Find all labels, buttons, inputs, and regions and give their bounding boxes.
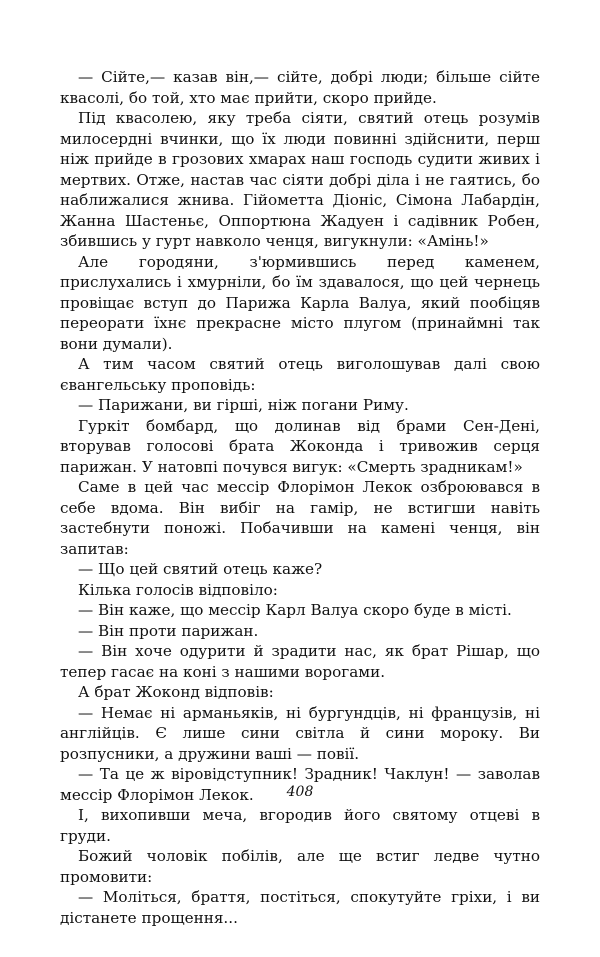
paragraph: Божий чоловік побілів, але ще встиг ледве чутно промовити: [60, 847, 540, 886]
paragraph: — Та це ж віровідступник! Зрадник! Чаклун! — заволав мессір Флорімон Лекок. [60, 765, 540, 804]
paragraph: Саме в цей час мессір Флорімон Лекок озброювався в себе вдома. Він вибіг на гамір, не встигши навіть застебнути поножі. Побачивши на камені ченця, він запитав: [60, 478, 540, 558]
paragraph: — Немає ні арманьяків, ні бургундців, ні французів, ні англійців. Є лише сини світла й сини мороку. Ви розпусники, а дружини ваші — повії. [60, 703, 540, 763]
paragraph: А брат Жоконд відповів: [78, 683, 274, 701]
paragraph: — Він хоче одурити й зрадити нас, як брат Рішар, що тепер гасає на коні з нашими ворогами. [60, 642, 540, 681]
paragraph: І, вихопивши меча, вгородив його святому отцеві в груди. [60, 806, 540, 845]
paragraph: А тим часом святий отець виголошував далі свою євангельську проповідь: [60, 355, 540, 394]
paragraph: — Парижани, ви гірші, ніж погани Риму. [78, 396, 409, 414]
paragraph: Гуркіт бомбард, що долинав від брами Сен-Дені, вторував голосові брата Жоконда і тривожив серця парижан. У натовпі почувся вигук: «Смерть зрадникам!» [60, 416, 540, 476]
paragraph: — Він проти парижан. [78, 621, 259, 640]
paragraph: — Сійте,— казав він,— сійте, добрі люди; більше сійте квасолі, бо той, хто має прийти, скоро прийде. [60, 68, 540, 107]
paragraph: — Моліться, браття, постіться, спокутуйте гріхи, і ви дістанете прощення... [60, 888, 540, 927]
paragraph: Кілька голосів відповіло: [78, 580, 278, 599]
paragraph: Під квасолею, яку треба сіяти, святий отець розумів милосердні вчинки, що їх люди повинні здійснити, перш ніж прийде в грозових хмарах наш господь судити живих і мертвих. Отже, настав час сіяти добрі діла і не гаятись, бо наближалися жнива. Гійометта Діоніс, Сімона Лабардін, Жанна Шастеньє, Оппортюна Жадуен і садівник Робен, збившись у гурт навколо ченця, вигукнули: «Амінь!» [60, 109, 540, 250]
paragraph: — Що цей святий отець каже? [78, 560, 323, 578]
page-number: 408 [286, 784, 314, 800]
paragraph: — Він каже, що мессір Карл Валуа скоро буде в місті. [78, 601, 512, 619]
paragraph: Але городяни, з'юрмившись перед каменем, прислухались і хмурніли, бо їм здавалося, що цей чернець провіщає вступ до Парижа Карла Валуа, який пообіцяв переорати їхнє прекрасне місто плугом (принаймні так вони думали). [60, 252, 540, 353]
